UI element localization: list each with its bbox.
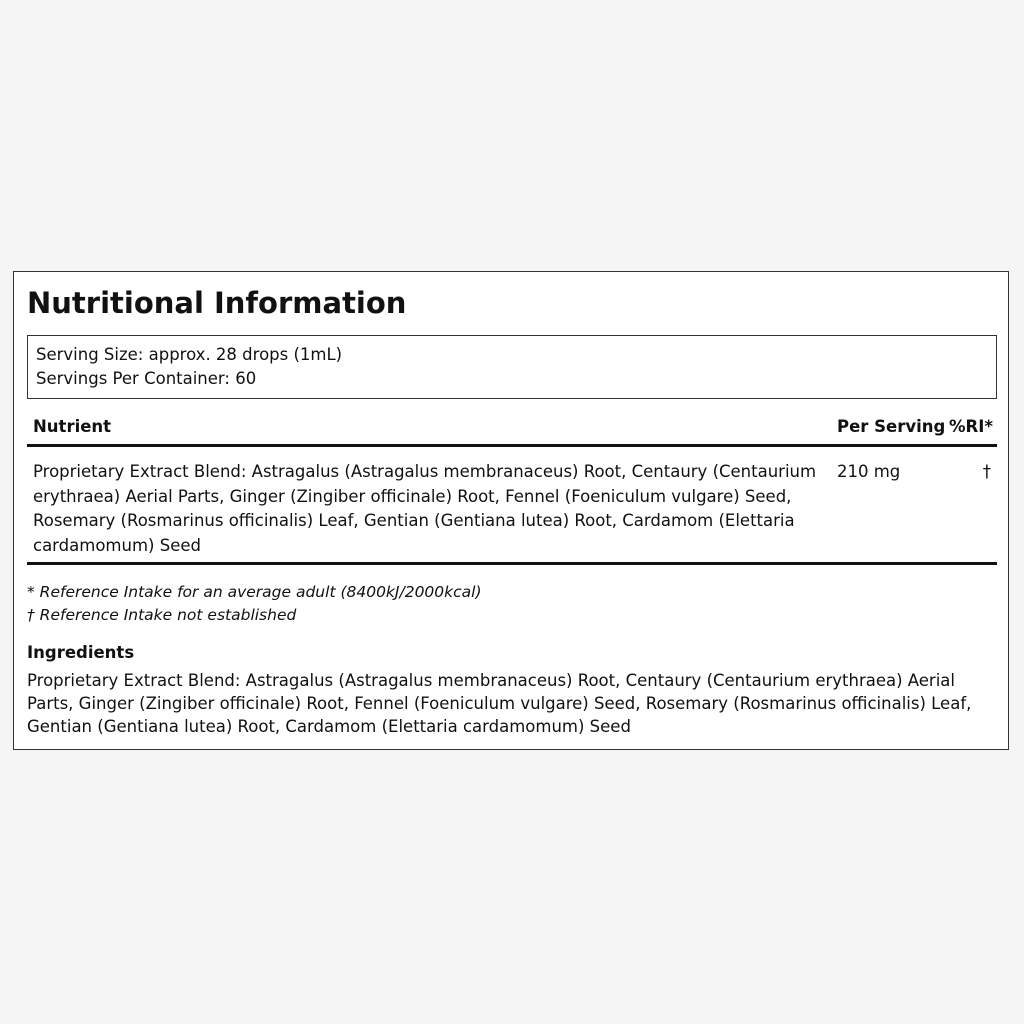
header-per-serving: Per Serving [837,417,946,436]
footnotes [27,581,482,627]
nutrition-panel [13,271,1009,750]
servings-per-container: Servings Per Container: 60 [36,369,257,388]
ingredients-text: Proprietary Extract Blend: Astragalus (Astragalus membranaceus) Root, Centaury (Centaurium erythraea) Aerial Parts, Ginger (Zingiber officinale) Root, Fennel (Foeniculum vulgare) Seed, Rosemary (Rosmarinus officinalis) Leaf, Gentian (Gentiana lutea) Root, Cardamom (Elettaria cardamomum) Seed [27,671,972,736]
table-header-row [27,415,997,443]
page-title: Nutritional Information [27,286,407,320]
header-nutrient: Nutrient [33,417,112,436]
ingredients-heading: Ingredients [27,643,135,662]
header-divider [27,444,997,447]
nutrient-ri: † [982,462,991,481]
table-bottom-divider [27,562,997,565]
nutrient-name: Proprietary Extract Blend: Astragalus (Astragalus membranaceus) Root, Centaury (Centaurium erythraea) Aerial Parts, Ginger (Zingiber officinale) Root, Fennel (Foeniculum vulgare) Seed, Rosemary (Rosmarinus officinalis) Leaf, Gentian (Gentiana lutea) Root, Cardamom (Elettaria cardamomum) Seed [33,462,817,555]
nutrient-amount: 210 mg [837,462,901,481]
serving-info-box [27,335,997,399]
footnote-ri: * Reference Intake for an average adult (8400kJ/2000kcal) [27,583,482,601]
header-ri: %RI* [948,417,993,436]
footnote-not-established: † Reference Intake not established [27,606,297,624]
serving-size: Serving Size: approx. 28 drops (1mL) [36,345,343,364]
